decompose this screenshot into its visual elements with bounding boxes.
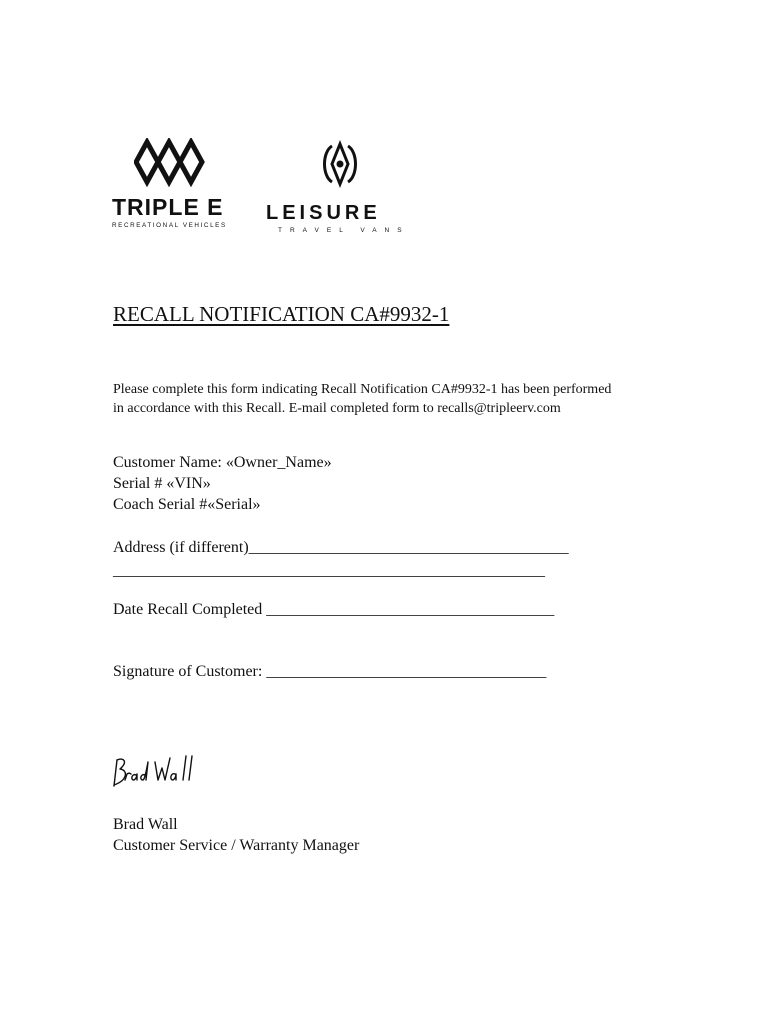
- signature-drawing: [108, 752, 200, 792]
- leisure-wordmark: LEISURE: [266, 202, 381, 224]
- document-title: RECALL NOTIFICATION CA#9932-1: [113, 302, 450, 326]
- signer-name: Brad Wall: [113, 816, 178, 833]
- signer-block: [113, 814, 359, 856]
- leisure-compass-icon: [318, 140, 362, 188]
- triple-e-emblem-icon: [134, 138, 206, 188]
- customer-signature-field: Signature of Customer: ___________________________________: [113, 663, 547, 680]
- handwritten-signature: [108, 752, 200, 797]
- triple-e-wordmark: TRIPLE E: [112, 194, 224, 220]
- date-completed-field: Date Recall Completed ____________________________________: [113, 601, 555, 618]
- customer-fields: [113, 452, 332, 515]
- address-field: Address (if different)________________________________________: [113, 539, 569, 556]
- leisure-logo: [266, 140, 416, 234]
- intro-line-1: Please complete this form indicating Recall Notification CA#9932-1 has been performed: [113, 382, 612, 397]
- signer-title: Customer Service / Warranty Manager: [113, 837, 360, 854]
- coach-serial-field: Coach Serial #«Serial»: [113, 496, 261, 513]
- triple-e-logo: [112, 138, 234, 229]
- triple-e-tagline: RECREATIONAL VEHICLES: [112, 222, 227, 229]
- address-field-line-2: ______________________________________________________: [113, 562, 545, 579]
- leisure-tagline: TRAVEL VANS: [278, 227, 410, 234]
- intro-line-2: in accordance with this Recall. E-mail completed form to recalls@tripleerv.com: [113, 401, 561, 416]
- intro-paragraph: [113, 380, 611, 418]
- customer-name-field: Customer Name: «Owner_Name»: [113, 454, 332, 471]
- serial-field: Serial # «VIN»: [113, 475, 211, 492]
